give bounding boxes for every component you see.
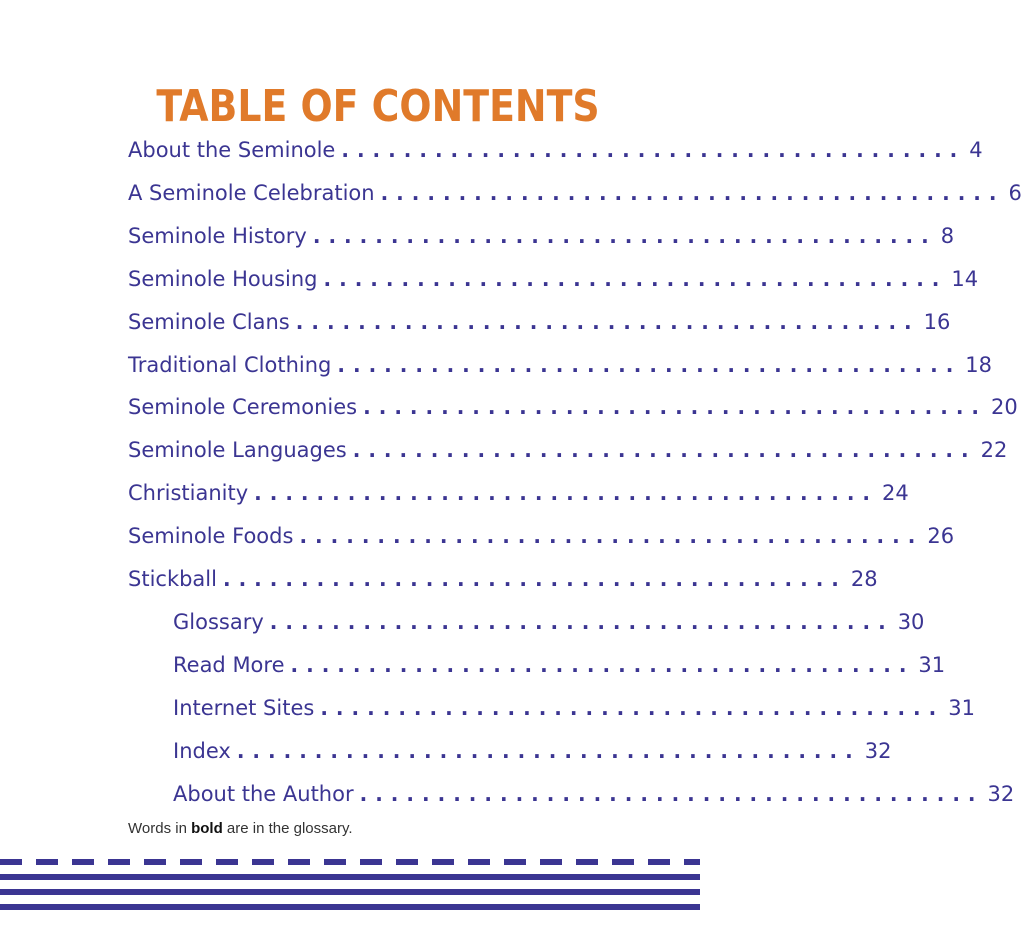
toc-entry[interactable] xyxy=(128,177,1022,209)
dash-segment xyxy=(36,859,58,865)
toc-entry[interactable] xyxy=(128,520,955,552)
toc-entry-label: Read More xyxy=(173,653,285,677)
toc-entry-label: Internet Sites xyxy=(173,696,315,720)
toc-entry-label: Seminole Languages xyxy=(128,438,347,462)
toc-entry-page-number: 26 xyxy=(927,524,955,548)
toc-entry[interactable] xyxy=(128,263,979,295)
toc-dot-leader: ........................................ xyxy=(320,696,945,720)
toc-dot-leader: ........................................ xyxy=(299,524,924,548)
dash-segment xyxy=(324,859,346,865)
toc-dot-leader: ........................................ xyxy=(341,138,966,162)
toc-entry-label: About the Seminole xyxy=(128,138,336,162)
toc-entry-label: Traditional Clothing xyxy=(128,353,332,377)
toc-entry-page-number: 14 xyxy=(951,267,979,291)
toc-entry-page-number: 31 xyxy=(948,696,975,720)
dash-segment xyxy=(216,859,238,865)
toc-entry-page-number: 28 xyxy=(850,567,878,591)
toc-dot-leader: ........................................ xyxy=(312,224,937,248)
toc-dot-leader: ........................................ xyxy=(323,267,948,291)
toc-entry[interactable] xyxy=(128,563,878,595)
glossary-note xyxy=(128,820,353,837)
toc-dot-leader: ........................................ xyxy=(254,481,879,505)
dash-segment xyxy=(468,859,490,865)
toc-entry-page-number: 8 xyxy=(940,224,955,248)
dashed-divider xyxy=(0,859,700,865)
toc-entry-label: Seminole Clans xyxy=(128,310,290,334)
toc-entry-page-number: 18 xyxy=(965,353,993,377)
toc-entry[interactable] xyxy=(128,434,1008,466)
page-title: TABLE OF CONTENTS xyxy=(156,81,600,133)
dash-segment xyxy=(252,859,274,865)
dash-segment xyxy=(576,859,598,865)
dash-segment xyxy=(0,859,22,865)
toc-entry-page-number: 16 xyxy=(923,310,951,334)
dash-segment xyxy=(396,859,418,865)
dash-segment xyxy=(612,859,634,865)
toc-entry-label: Seminole Ceremonies xyxy=(128,395,358,419)
toc-entry[interactable] xyxy=(173,778,1015,810)
toc-entry[interactable] xyxy=(128,391,1018,423)
toc-dot-leader: ........................................ xyxy=(359,782,984,806)
toc-entry[interactable] xyxy=(128,134,983,166)
toc-entry-label: A Seminole Celebration xyxy=(128,181,375,205)
toc-dot-leader: ........................................ xyxy=(290,653,915,677)
toc-entry-page-number: 4 xyxy=(969,138,983,162)
toc-entry[interactable] xyxy=(173,606,925,638)
toc-dot-leader: ........................................ xyxy=(380,181,1005,205)
toc-entry-label: Seminole History xyxy=(128,224,307,248)
toc-entry[interactable] xyxy=(128,477,909,509)
dash-segment xyxy=(504,859,526,865)
toc-entry-page-number: 30 xyxy=(897,610,925,634)
toc-entry-page-number: 22 xyxy=(980,438,1008,462)
toc-dot-leader: ........................................ xyxy=(363,395,988,419)
dash-segment xyxy=(648,859,670,865)
toc-entry-page-number: 6 xyxy=(1008,181,1022,205)
toc-entry-label: Glossary xyxy=(173,610,264,634)
glossary-note-suffix: are in the glossary. xyxy=(226,820,353,837)
stripe-2 xyxy=(0,889,700,895)
stripe-3 xyxy=(0,904,700,910)
toc-entry-label: Seminole Housing xyxy=(128,267,318,291)
toc-dot-leader: ........................................ xyxy=(352,438,977,462)
toc-entry[interactable] xyxy=(128,220,955,252)
toc-entry-label: Seminole Foods xyxy=(128,524,294,548)
toc-dot-leader: ........................................ xyxy=(269,610,894,634)
toc-dot-leader: ........................................ xyxy=(295,310,920,334)
stripe-1 xyxy=(0,874,700,880)
dash-segment xyxy=(684,859,700,865)
glossary-note-bold-word: bold xyxy=(191,820,223,837)
toc-entry-page-number: 32 xyxy=(864,739,892,763)
toc-dot-leader: ........................................ xyxy=(222,567,847,591)
dash-segment xyxy=(180,859,202,865)
toc-entry[interactable] xyxy=(128,306,951,338)
dash-segment xyxy=(540,859,562,865)
toc-entry-label: Index xyxy=(173,739,231,763)
dash-segment xyxy=(108,859,130,865)
toc-entry[interactable] xyxy=(128,349,993,381)
dash-segment xyxy=(432,859,454,865)
toc-entry-label: About the Author xyxy=(173,782,354,806)
toc-entry[interactable] xyxy=(173,735,892,767)
dash-segment xyxy=(288,859,310,865)
toc-entry-page-number: 31 xyxy=(918,653,946,677)
glossary-note-prefix: Words in xyxy=(128,820,187,837)
dash-segment xyxy=(144,859,166,865)
toc-dot-leader: ........................................ xyxy=(236,739,861,763)
dash-segment xyxy=(72,859,94,865)
toc-dot-leader: ........................................ xyxy=(337,353,962,377)
toc-entry-page-number: 24 xyxy=(882,481,909,505)
toc-entry[interactable] xyxy=(173,649,946,681)
toc-entry-label: Christianity xyxy=(128,481,249,505)
toc-entry[interactable] xyxy=(173,692,975,724)
toc-entry-page-number: 32 xyxy=(987,782,1015,806)
toc-entry-label: Stickball xyxy=(128,567,217,591)
toc-entry-page-number: 20 xyxy=(991,395,1018,419)
dash-segment xyxy=(360,859,382,865)
